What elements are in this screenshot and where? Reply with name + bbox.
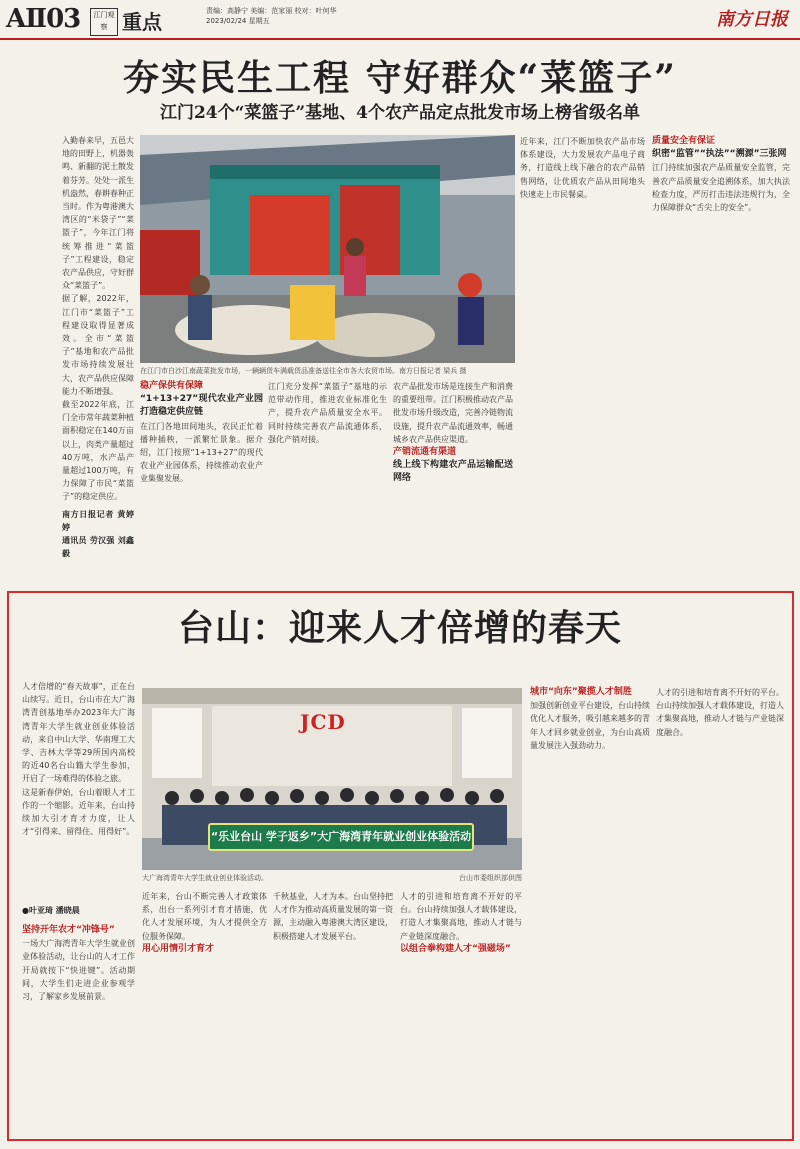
story2-col1-para-b: 这是新春伊始，台山着眼人才工作的一个缩影。近年来，台山持续加大引才育才力度，让人才“引得来、留得住、用得好”。	[22, 787, 135, 837]
story1-col6-para: 江门持续加强农产品质量安全监管，完善农产品质量安全追溯体系，加大执法检查力度，严厉打击违法违规行为，全力保障群众“舌尖上的安全”。	[652, 163, 790, 213]
story1-subtitle-1b: “1+13+27”现代农业产业园打造稳定供应链	[140, 394, 263, 418]
section-box: 江门观察	[90, 8, 118, 36]
story1-subtitle-3b: 织密“监管”“执法”“溯源”三张网	[652, 149, 787, 160]
masthead-rule	[0, 38, 800, 40]
story2-column-2	[22, 924, 135, 1134]
group-photo-caption-left: 大广海湾青年大学生就业创业体验活动。	[142, 874, 268, 882]
story2-headline: 台山：迎来人才倍增的春天	[177, 607, 622, 649]
story1-col1-para-c: 截至2022年底，江门全市常年蔬菜种植面积稳定在140万亩以上，肉类产量超过40万吨，水产品产量超过100万吨，有力保障了市民“菜篮子”的稳定供应。	[62, 400, 134, 502]
story1-column-1	[62, 134, 134, 589]
story2-column-6	[530, 686, 650, 1134]
story1-column-2	[140, 380, 263, 588]
story2-col6-para: 加强创新创业平台建设，台山持续优化人才服务，吸引越来越多的青年人才回乡就业创业，为台山高质量发展注入强劲动力。	[530, 701, 650, 750]
market-photo-caption: 在江门市白沙江南蔬菜批发市场，一辆辆货车满载货品准备送往全市各大农贸市场。南方日报记者 梁兵 摄	[140, 367, 467, 375]
story1-headline: 夯实民生工程 守好群众“菜篮子”	[123, 57, 677, 99]
group-photo-banner: “乐业台山 学子返乡”大广海湾青年就业创业体验活动	[208, 823, 474, 851]
story2-column-5	[400, 890, 522, 1134]
story2-byline: ●叶亚琦 潘晓晨	[22, 906, 80, 915]
story2-col4-para: 千秋基业，人才为本。台山坚持把人才作为推动高质量发展的第一资源，主动融入粤港澳大湾区建设，积极搭建人才发展平台。	[273, 892, 393, 941]
story1-subtitle-3: 质量安全有保证	[652, 136, 716, 146]
story1-subhead: 江门24个“菜篮子”基地、4个农产品定点批发市场上榜省级名单	[159, 103, 641, 123]
story1-col2-para: 在江门各地田间地头，农民正忙着播种插秧，一派繁忙景象。据介绍，江门按照“1+13+27”的现代农业产业园体系，持续推动农业产业集聚发展。	[140, 421, 263, 484]
story1-col3-para: 江门充分发挥“菜篮子”基地的示范带动作用，推进农业标准化生产，提升农产品质量安全水平。同时持续完善农产品流通体系，强化产销对接。	[268, 382, 387, 444]
story1-subtitle-1: 稳产保供有保障	[140, 381, 204, 391]
story2-subtitle-1: 坚持开年农才“冲锋号”	[22, 925, 115, 935]
market-photo	[140, 135, 515, 363]
story1-col4-para: 农产品批发市场是连接生产和消费的重要纽带。江门积极推动农产品批发市场升级改造，完善冷链物流设施，提升农产品流通效率，畅通城乡农产品供应渠道。	[393, 382, 513, 444]
story1-col1-para: 入勤春来早，五邑大地的田野上，机器轰鸣、新翻的泥土散发着芬芳。处处一派生机盎然，春耕春种正当时。作为粤港澳大湾区的“米袋子”“菜篮子”，今年江门将统筹推进“菜篮子”工程建设，稳定农产品供应，守好群众“菜篮子”。	[62, 136, 134, 291]
story1-subtitle-2b: 线上线下构建农产品运输配送网络	[393, 460, 513, 484]
story2-subtitle-3: 城市“向东”聚揽人才制胜	[530, 687, 632, 697]
story2-subtitle-4: 以组合拳构建人才“强磁场”	[400, 943, 511, 954]
story1-byline: 南方日报记者 黄婷婷 通讯员 劳汉强 刘鑫毅	[62, 509, 134, 559]
page-number: AⅡ03	[6, 4, 81, 34]
credits	[206, 6, 336, 26]
story2-col1-para: 人才倍增的“春天故事”，正在台山续写。近日，台山市在大广海湾青创基地举办2023年大广海湾青年大学生就业创业体验活动，来自中山大学、华南理工大学、吉林大学等29所国内高校的近40名台山籍大学生参加，开启了一场难得的体验之旅。	[22, 682, 135, 784]
story1-subtitle-2: 产销流通有渠道	[393, 447, 457, 458]
section-name: 重点	[122, 10, 162, 34]
story2-column-4	[273, 890, 393, 1134]
story2-column-1	[22, 680, 135, 837]
story2-col5-para: 人才的引进和培育离不开好的平台。台山持续加强人才载体建设，打造人才集聚高地，推动人才链与产业链深度融合。	[400, 892, 522, 941]
group-photo-logo: JCD	[300, 710, 346, 734]
story1-column-3	[268, 380, 387, 588]
story2-col7-para: 人才的引进和培育离不开好的平台。台山持续加强人才载体建设，打造人才集聚高地，推动人才链与产业链深度融合。	[656, 688, 784, 737]
credits-line-1: 责编：高静宁 美编：范家丽 校对：叶何华	[206, 7, 337, 15]
market-photo-illustration	[140, 135, 515, 363]
story1-col5-para: 近年来，江门不断加快农产品市场体系建设，大力发展农产品电子商务，打造线上线下融合的农产品销售网络，让优质农产品从田间地头快速走上市民餐桌。	[520, 137, 645, 199]
story1-col1-para-b: 据了解，2022年，江门市“菜篮子”工程建设取得显著成效。全市“菜篮子”基地和农产品批发市场持续发展壮大，农产品供应保障能力不断增强。	[62, 294, 134, 396]
paper-logo: 南方日报	[716, 9, 788, 30]
story2-subtitle-2: 用心用情引才育才	[142, 943, 215, 954]
story2-column-3	[142, 890, 267, 1134]
story2-col3-para: 近年来，台山不断完善人才政策体系，出台一系列引才育才措施，优化人才发展环境，为人才提供全方位服务保障。	[142, 892, 267, 941]
story1-column-4	[393, 380, 513, 588]
story2-col2-para: 一场大广海湾青年大学生就业创业体验活动，让台山的人才工作开局就按下“快进键”。活动期间，大学生们走进企业参观学习，了解家乡发展前景。	[22, 939, 135, 1002]
masthead	[0, 0, 800, 40]
story1-column-5	[520, 135, 645, 588]
story2-column-7	[656, 686, 784, 1134]
credits-line-2: 2023/02/24 星期五	[206, 17, 270, 25]
group-photo-caption-right: 台山市委组织部供图	[459, 874, 522, 882]
story1-column-6	[652, 135, 790, 588]
